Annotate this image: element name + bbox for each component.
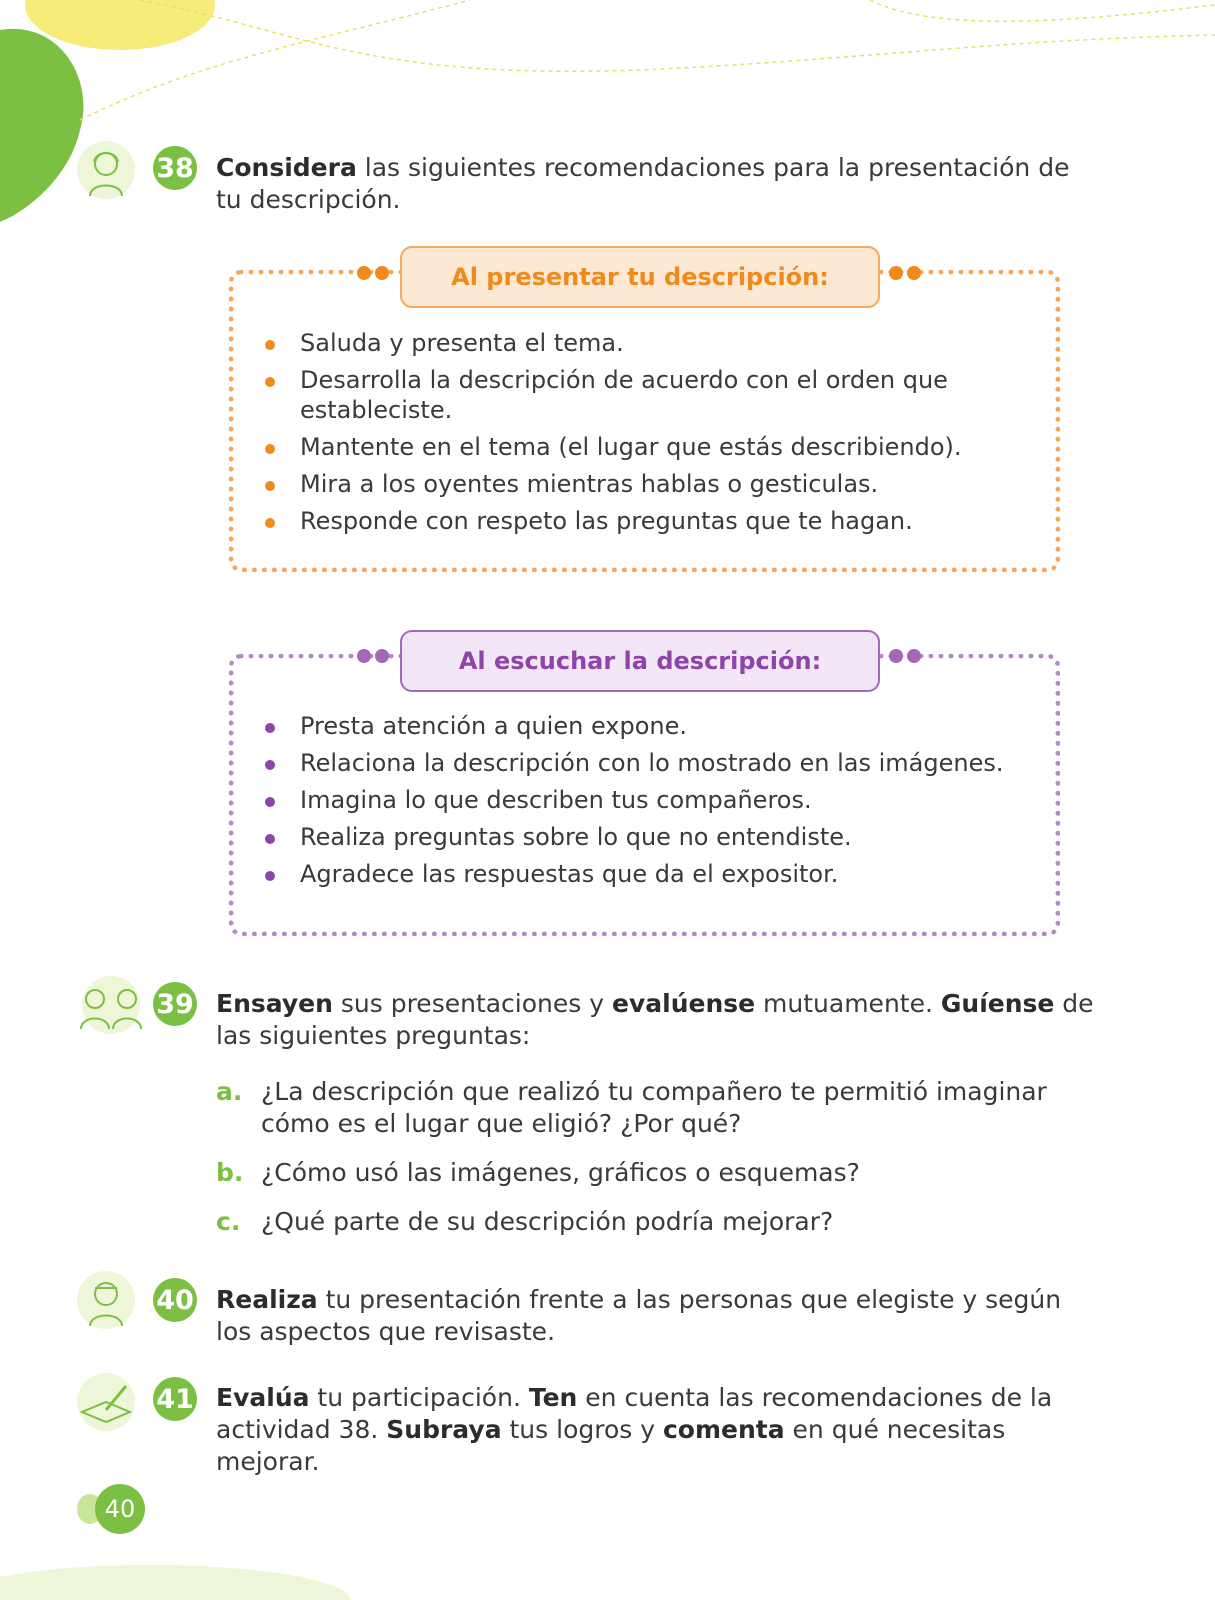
list-item: c. ¿Qué parte de su descripción podría mejorar? <box>216 1207 834 1236</box>
list-item: Mira a los oyentes mientras hablas o gesticulas. <box>265 469 1045 499</box>
activity-number: 39 <box>153 982 197 1026</box>
page-number: 40 <box>95 1484 145 1534</box>
student-icon <box>76 140 136 200</box>
bullet-icon <box>265 797 275 807</box>
activity-instruction: Evalúa tu participación. Ten en cuenta las recomendaciones de la actividad 38. Subraya tus logros y comenta en qué necesitas mejorar. <box>216 1383 1053 1476</box>
bullet-icon <box>265 518 275 528</box>
list-item: Mantente en el tema (el lugar que estás describiendo). <box>265 432 1045 462</box>
activity-number: 38 <box>153 146 197 190</box>
knot-decoration <box>354 263 394 283</box>
bullet-icon <box>265 377 275 387</box>
list-item: Imagina lo que describen tus compañeros. <box>265 785 1045 815</box>
list-item: a. ¿La descripción que realizó tu compañero te permitió imaginar cómo es el lugar que eligió? ¿Por qué? <box>216 1077 1047 1138</box>
activity-instruction: Ensayen sus presentaciones y evalúense mutuamente. Guíense de las siguientes preguntas: <box>216 989 1094 1050</box>
activity-number: 41 <box>153 1377 197 1421</box>
list-item: Relaciona la descripción con lo mostrado en las imágenes. <box>265 748 1045 778</box>
notebook-pencil-icon <box>76 1372 136 1432</box>
presentar-list <box>265 328 1045 543</box>
presentar-box-title: Al presentar tu descripción: <box>400 246 880 308</box>
list-item: Presta atención a quien expone. <box>265 711 1045 741</box>
bullet-icon <box>265 760 275 770</box>
list-item: Saluda y presenta el tema. <box>265 328 1045 358</box>
activity-instruction: Realiza tu presentación frente a las personas que elegiste y según los aspectos que revisaste. <box>216 1285 1062 1346</box>
list-item: b. ¿Cómo usó las imágenes, gráficos o esquemas? <box>216 1158 860 1187</box>
bullet-icon <box>265 723 275 733</box>
escuchar-box-title: Al escuchar la descripción: <box>400 630 880 692</box>
list-item: Responde con respeto las preguntas que te hagan. <box>265 506 1045 536</box>
bullet-icon <box>265 340 275 350</box>
question-list <box>216 1076 1096 1255</box>
list-item: Agradece las respuestas que da el expositor. <box>265 859 1045 889</box>
activity-instruction: Considera las siguientes recomendaciones para la presentación de tu descripción. <box>216 153 1070 214</box>
escuchar-list <box>265 711 1045 896</box>
list-item: Realiza preguntas sobre lo que no entendiste. <box>265 822 1045 852</box>
pair-students-icon <box>75 975 147 1035</box>
knot-decoration <box>886 263 926 283</box>
bullet-icon <box>265 834 275 844</box>
knot-decoration <box>886 646 926 666</box>
list-item: Desarrolla la descripción de acuerdo con el orden que estableciste. <box>265 365 1045 425</box>
bullet-icon <box>265 444 275 454</box>
boy-student-icon <box>76 1270 136 1330</box>
bullet-icon <box>265 481 275 491</box>
knot-decoration <box>354 646 394 666</box>
activity-number: 40 <box>153 1278 197 1322</box>
bullet-icon <box>265 871 275 881</box>
